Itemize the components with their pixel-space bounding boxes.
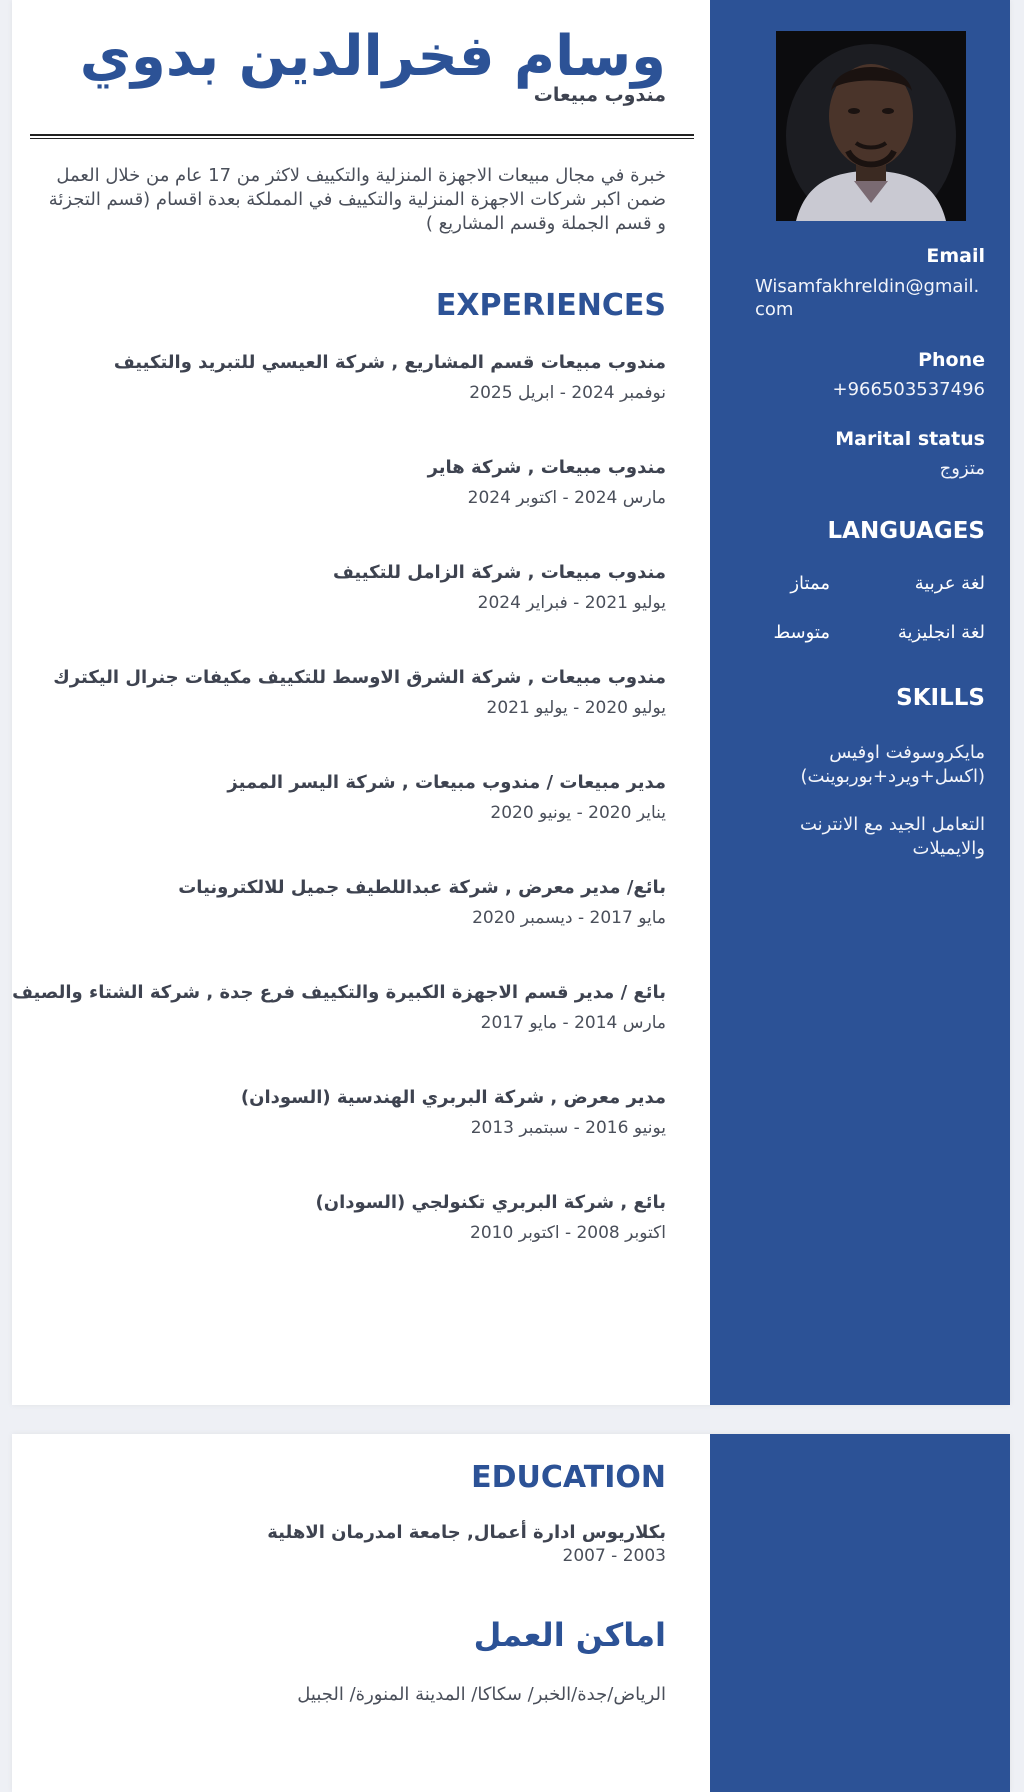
profile-summary: خبرة في مجال مبيعات الاجهزة المنزلية والتكييف لاكثر من 17 عام من خلال العمل ضمن اكبر شركات الاجهزة المنزلية والتكييف في المملكة بعدة اقسام (قسم التجزئة و قسم الجملة وقسم المشاريع ) [48, 165, 666, 234]
experience-dates: مايو 2017 - ديسمبر 2020 [472, 908, 666, 928]
experience-role: بائع / مدير قسم الاجهزة الكبيرة والتكييف فرع جدة , شركة الشتاء والصيف [12, 982, 666, 1003]
resume-page-2 [12, 1434, 1010, 1792]
experience-dates: يناير 2020 - يونيو 2020 [490, 803, 666, 823]
experience-item [26, 1190, 666, 1246]
experience-item [26, 350, 666, 406]
education-dates: 2003 - 2007 [562, 1546, 666, 1566]
experience-role: مندوب مبيعات قسم المشاريع , شركة العيسي للتبريد والتكييف [113, 352, 666, 373]
work-places-value: الرياض/جدة/الخبر/ سكاكا/ المدينة المنورة/ الجبيل [297, 1684, 666, 1705]
email-label: Email [926, 245, 985, 267]
person-name: وسام فخرالدين بدوي [79, 24, 666, 89]
experience-role: بائع/ مدير معرض , شركة عبداللطيف جميل للالكترونيات [178, 877, 666, 898]
resume-page-1 [12, 0, 1010, 1405]
phone-value[interactable]: +966503537496 [832, 379, 985, 400]
sidebar-page-2 [710, 1434, 1010, 1792]
main-column-page-2 [12, 1434, 710, 1792]
experience-dates: يونيو 2016 - سبتمبر 2013 [470, 1118, 666, 1138]
skills-heading: SKILLS [896, 685, 985, 711]
experience-role: بائع , شركة البربري تكنولجي (السودان) [315, 1192, 666, 1213]
experience-dates: مارس 2024 - اكتوبر 2024 [467, 488, 666, 508]
profile-photo [776, 31, 966, 221]
header-divider [30, 134, 694, 139]
experience-role: مندوب مبيعات , شركة هاير [427, 457, 666, 478]
experience-role: مندوب مبيعات , شركة الشرق الاوسط للتكييف مكيفات جنرال اليكترك [53, 667, 666, 688]
experiences-heading: EXPERIENCES [435, 288, 666, 323]
experience-role: مدير معرض , شركة البربري الهندسية (السودان) [240, 1087, 666, 1108]
experience-dates: اكتوبر 2008 - اكتوبر 2010 [470, 1223, 666, 1243]
languages-heading: LANGUAGES [827, 518, 985, 544]
experience-item [26, 1085, 666, 1141]
experience-item [26, 770, 666, 826]
education-heading: EDUCATION [471, 1460, 666, 1495]
experience-dates: نوفمبر 2024 - ابريل 2025 [469, 383, 666, 403]
experience-role: مندوب مبيعات , شركة الزامل للتكييف [332, 562, 666, 583]
language-row [755, 622, 985, 650]
job-title: مندوب مبيعات [533, 84, 666, 106]
phone-label: Phone [918, 349, 985, 371]
sidebar [710, 0, 1010, 1405]
marital-status-value: متزوج [939, 458, 985, 479]
skill-item: التعامل الجيد مع الانترنت والايميلات [799, 814, 985, 859]
skill-item: مايكروسوفت اوفيس (اكسل+ويرد+بوربوينت) [800, 742, 985, 787]
experience-role: مدير مبيعات / مندوب مبيعات , شركة اليسر المميز [227, 772, 666, 793]
experience-item [26, 455, 666, 511]
experience-dates: مارس 2014 - مايو 2017 [480, 1013, 666, 1033]
experience-dates: يوليو 2020 - يوليو 2021 [486, 698, 666, 718]
experience-item [26, 665, 666, 721]
experience-item [26, 875, 666, 931]
language-level: ممتاز [790, 573, 830, 594]
language-name: لغة انجليزية [897, 622, 985, 643]
work-places-heading: اماكن العمل [473, 1616, 666, 1654]
language-row [755, 573, 985, 601]
email-value[interactable]: Wisamfakhreldin@gmail.com [755, 276, 980, 320]
experience-dates: يوليو 2021 - فبراير 2024 [477, 593, 666, 613]
main-column [12, 0, 710, 1405]
language-name: لغة عربية [914, 573, 985, 594]
marital-status-label: Marital status [835, 428, 985, 450]
experience-item [12, 980, 666, 1036]
experience-item [26, 560, 666, 616]
language-level: متوسط [773, 622, 830, 643]
education-degree: بكلاريوس ادارة أعمال, جامعة امدرمان الاهلية [267, 1522, 666, 1543]
